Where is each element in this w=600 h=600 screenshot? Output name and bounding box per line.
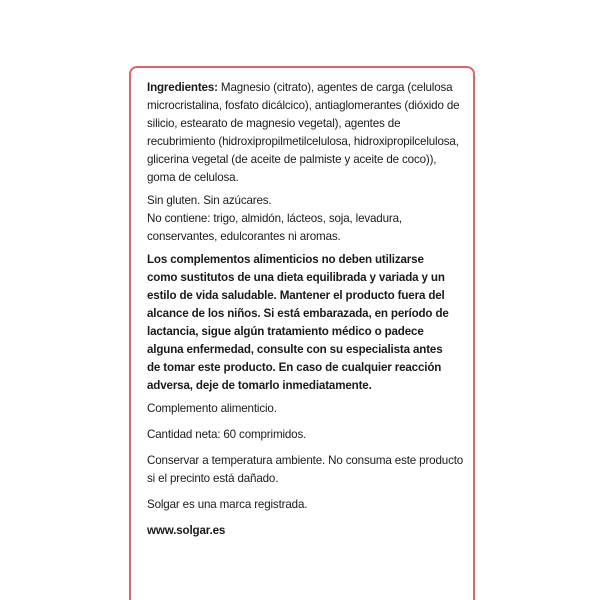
net-quantity: Cantidad neta: 60 comprimidos. <box>147 428 307 441</box>
ingredients-line: Magnesio (citrato), agentes de carga (celulosa <box>217 81 453 94</box>
storage-paragraph <box>147 452 465 488</box>
product-type: Complemento alimenticio. <box>147 402 277 415</box>
website-url: www.solgar.es <box>147 524 226 537</box>
ingredients-line: recubrimiento (hidroxipropilmetilcelulosa, hidroxipropilcelulosa, <box>147 135 459 148</box>
free-from-line: conservantes, edulcorantes ni aromas. <box>147 230 341 243</box>
ingredients-paragraph <box>147 79 465 187</box>
warning-line: alguna enfermedad, consulte con su especialista antes <box>147 343 443 356</box>
warning-line: estilo de vida saludable. Mantener el producto fuera del <box>147 289 445 302</box>
warning-line: Los complementos alimenticios no deben utilizarse <box>147 253 424 266</box>
ingredients-label: Ingredientes: <box>147 81 218 94</box>
ingredients-line: silicio, estearato de magnesio vegetal), agentes de <box>147 117 401 130</box>
warning-paragraph <box>147 251 465 395</box>
free-from-paragraph <box>147 192 465 246</box>
warning-line: como sustitutos de una dieta equilibrada y variada y un <box>147 271 445 284</box>
trademark-notice: Solgar es una marca registrada. <box>147 498 308 511</box>
storage-line: si el precinto está dañado. <box>147 472 279 485</box>
free-from-line: No contiene: trigo, almidón, lácteos, soja, levadura, <box>147 212 402 225</box>
ingredients-line: microcristalina, fosfato dicálcico), antiaglomerantes (dióxido de <box>147 99 460 112</box>
warning-line: de tomar este producto. En caso de cualquier reacción <box>147 361 442 374</box>
storage-line: Conservar a temperatura ambiente. No consuma este producto <box>147 454 464 467</box>
label-text <box>147 79 465 548</box>
warning-line: lactancia, sigue algún tratamiento médico o padece <box>147 325 424 338</box>
ingredients-line: goma de celulosa. <box>147 171 239 184</box>
ingredients-line: glicerina vegetal (de aceite de palmiste y aceite de coco)), <box>147 153 437 166</box>
warning-line: adversa, deje de tomarlo inmediatamente. <box>147 379 372 392</box>
warning-line: alcance de los niños. Si está embarazada, en período de <box>147 307 449 320</box>
free-from-line: Sin gluten. Sin azúcares. <box>147 194 272 207</box>
